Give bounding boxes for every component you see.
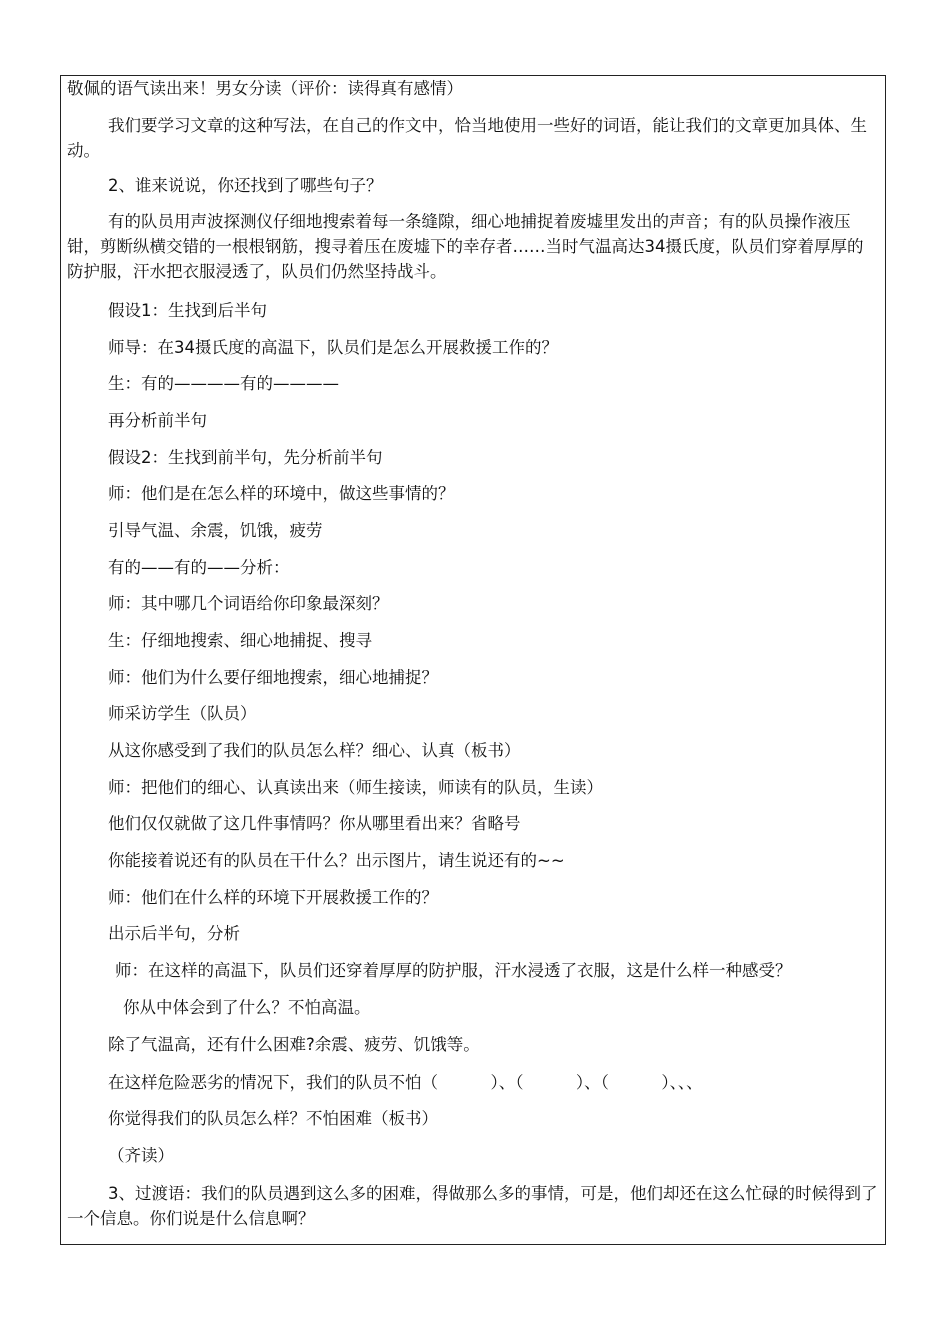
paragraph: 有的队员用声波探测仪仔细地搜索着每一条缝隙，细心地捕捉着废墟里发出的声音；有的队员操作液压钳，剪断纵横交错的一根根钢筋，搜寻着压在废墟下的幸存者……当时气温高达34摄氏度，队员们穿着厚厚的防护服，汗水把衣服浸透了，队员们仍然坚持战斗。 — [67, 212, 864, 281]
text-line: 除了气温高，还有什么困难?余震、疲劳、饥饿等。 — [108, 1035, 480, 1054]
text-line: 再分析前半句 — [108, 411, 207, 430]
text-line: 生：有的————有的———— — [108, 374, 339, 393]
text-line: 敬佩的语气读出来！男女分读（评价：读得真有感情） — [67, 79, 463, 98]
text-line: 他们仅仅就做了这几件事情吗？你从哪里看出来？省略号 — [108, 814, 521, 833]
text-line: 引导气温、余震，饥饿，疲劳 — [108, 521, 323, 540]
text-line: 师采访学生（队员） — [108, 704, 257, 723]
text-line: 师导：在34摄氏度的高温下，队员们是怎么开展救援工作的？ — [108, 338, 558, 357]
paragraph: 3、过渡语：我们的队员遇到这么多的困难，得做那么多的事情，可是，他们却还在这么忙碌的时候得到了一个信息。你们说是什么信息啊？ — [67, 1184, 878, 1228]
text-line: 有的——有的——分析： — [108, 558, 290, 577]
text-line: 2、谁来说说，你还找到了哪些句子？ — [108, 176, 383, 195]
text-line: 从这你感受到了我们的队员怎么样？细心、认真（板书） — [108, 741, 521, 760]
text-line: 师：他们是在怎么样的环境中，做这些事情的？ — [108, 484, 455, 503]
text-line: 出示后半句，分析 — [108, 924, 240, 943]
text-line: 师：把他们的细心、认真读出来（师生接读，师读有的队员，生读） — [108, 778, 603, 797]
text-line: 假设1：生找到后半句 — [108, 301, 267, 320]
text-line: 师：在这样的高温下，队员们还穿着厚厚的防护服，汗水浸透了衣服，这是什么样一种感受？ — [115, 961, 792, 980]
text-line: 你觉得我们的队员怎么样？不怕困难（板书） — [108, 1109, 438, 1128]
text-line: 在这样危险恶劣的情况下，我们的队员不怕（ ）、（ ）、（ ）、、、 — [108, 1073, 703, 1092]
paragraph: 我们要学习文章的这种写法，在自己的作文中，恰当地使用一些好的词语，能让我们的文章更加具体、生动。 — [67, 116, 867, 160]
text-line: 师：他们为什么要仔细地搜索，细心地捕捉？ — [108, 668, 438, 687]
text-line: 你能接着说还有的队员在干什么？出示图片，请生说还有的~~ — [108, 851, 565, 870]
text-line: 假设2：生找到前半句，先分析前半句 — [108, 448, 383, 467]
text-line: 师：其中哪几个词语给你印象最深刻？ — [108, 594, 389, 613]
text-line: 生：仔细地搜索、细心地捕捉、搜寻 — [108, 631, 372, 650]
text-line: （齐读） — [108, 1146, 174, 1165]
text-line: 师：他们在什么样的环境下开展救援工作的？ — [108, 888, 438, 907]
text-line: 你从中体会到了什么？不怕高温。 — [123, 998, 371, 1017]
document-frame — [60, 75, 886, 1245]
